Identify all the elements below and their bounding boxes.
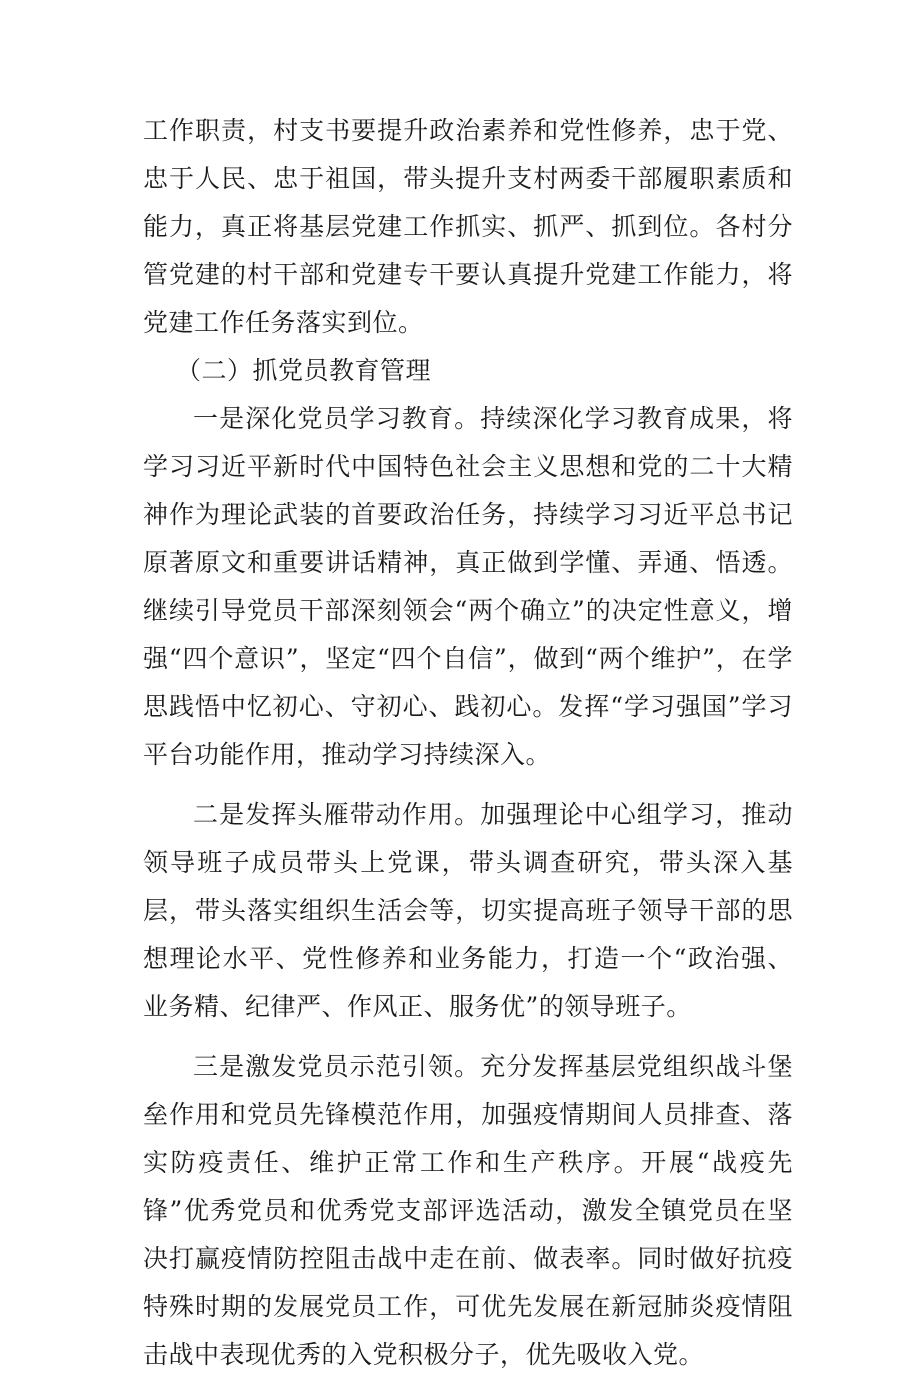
paragraph-continued: 工作职责，村支书要提升政治素养和党性修养，忠于党、忠于人民、忠于祖国，带头提升支村两委干部履职素质和能力，真正将基层党建工作抓实、抓严、抓到位。各村分管党建的村干部和党建专干要认真提升党建工作能力，将党建工作任务落实到位。 <box>143 116 793 337</box>
section-heading: （二）抓党员教育管理 <box>176 356 432 385</box>
paragraph-item-1: 一是深化党员学习教育。持续深化学习教育成果，将学习习近平新时代中国特色社会主义思想和党的二十大精神作为理论武装的首要政治任务，持续学习习近平总书记原著原文和重要讲话精神，真正做到学懂、弄通、悟透。继续引导党员干部深刻领会“两个确立”的决定性意义，增强“四个意识”，坚定“四个自信”，做到“两个维护”，在学思践悟中忆初心、守初心、践初心。发挥“学习强国”学习平台功能作用，推动学习持续深入。 <box>143 404 793 769</box>
paragraph-gap <box>143 1031 793 1043</box>
paragraph-item-2: 二是发挥头雁带动作用。加强理论中心组学习，推动领导班子成员带头上党课，带头调查研究，带头深入基层，带头落实组织生活会等，切实提高班子领导干部的思想理论水平、党性修养和业务能力，打造一个“政治强、业务精、纪律严、作风正、服务优”的领导班子。 <box>143 800 793 1021</box>
document-body <box>143 107 793 1379</box>
paragraph-gap <box>143 779 793 791</box>
paragraph-item-3: 三是激发党员示范引领。充分发挥基层党组织战斗堡垒作用和党员先锋模范作用，加强疫情期间人员排查、落实防疫责任、维护正常工作和生产秩序。开展“战疫先锋”优秀党员和优秀党支部评选活动，激发全镇党员在坚决打赢疫情防控阻击战中走在前、做表率。同时做好抗疫特殊时期的发展党员工作，可优先发展在新冠肺炎疫情阻击战中表现优秀的入党积极分子，优先吸收入党。 <box>143 1052 793 1369</box>
